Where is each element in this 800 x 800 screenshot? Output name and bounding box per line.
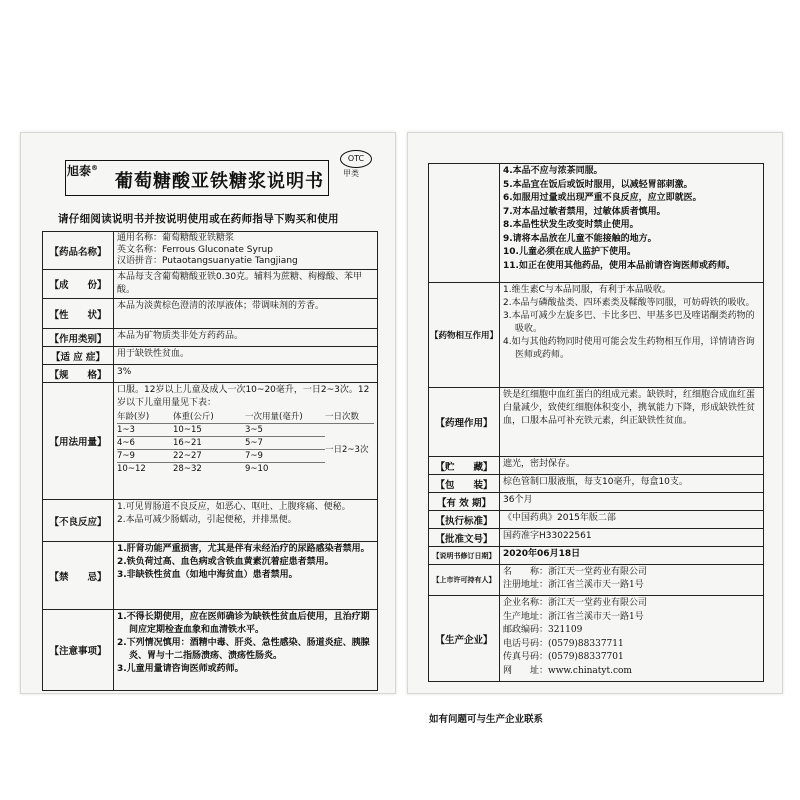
adverse-item: 2.本品可减少肠蠕动，引起便秘，并排黑便。 [117, 515, 297, 525]
contact-note: 如有问题可与生产企业联系 [429, 714, 544, 725]
manufacturer-phone: 电话号码：(0579)88337711 [503, 638, 624, 649]
row-label: 【药品名称】 [43, 232, 114, 269]
row-indication [42, 347, 378, 365]
row-category [42, 329, 378, 347]
row-contraindications [42, 542, 378, 610]
otc-badge: OTC [340, 150, 372, 168]
row-mah [428, 565, 764, 596]
pharmacology-text: 铁是红细胞中血红蛋白的组成元素。缺铁时，红细胞合成血红蛋白量减少，致使红细胞体积变小，携氧能力下降，形成缺铁性贫血，口服本品可补充铁元素，纠正缺铁性贫血。 [503, 390, 756, 426]
manufacturer-name: 企业名称：浙江天一堂药业有限公司 [503, 598, 648, 608]
dosage-cell: 5~7 [245, 437, 325, 450]
appearance-text: 本品为淡黄棕色澄清的浓厚液体；带调味剂的芳香。 [117, 301, 325, 311]
dosage-cell: 9~10 [245, 464, 269, 474]
row-label: 【有 效 期】 [429, 493, 500, 510]
storage-text: 遮光，密封保存。 [503, 459, 576, 469]
manufacturer-address: 生产地址：浙江省兰溪市天一路1号 [503, 611, 644, 622]
dosage-cell: 10~12 [117, 464, 146, 474]
dosage-header: 体重(公斤) [173, 411, 245, 424]
mah-address: 注册地址：浙江省兰溪市天一路1号 [503, 580, 644, 590]
row-label: 【成 份】 [43, 270, 114, 298]
left-info-table [42, 231, 378, 691]
row-interactions [428, 283, 764, 388]
row-label: 【上市许可持有人】 [429, 565, 500, 595]
dosage-cell: 3~5 [245, 424, 325, 437]
row-label: 【批准文号】 [429, 529, 500, 546]
row-label [429, 164, 500, 282]
usage-instruction: 请仔细阅读说明书并按说明使用或在药师指导下购买和使用 [58, 213, 339, 225]
row-standard [428, 511, 764, 529]
otc-class-label: 甲类 [343, 169, 359, 178]
interaction-item: 4.如与其他药物同时使用可能会发生药物相互作用，详情请咨询医师或药师。 [503, 337, 755, 360]
precaution-item: 3.儿童用量请咨询医师或药师。 [117, 664, 244, 674]
category-text: 本品为矿物质类非处方药药品。 [117, 331, 244, 341]
interaction-item: 2.本品与磷酸盐类、四环素类及鞣酸等同服，可妨碍铁的吸收。 [503, 298, 755, 308]
row-approval [428, 529, 764, 547]
dosage-times: 一日2~3次 [325, 444, 369, 455]
precaution-item: 1.不得长期使用，应在医师确诊为缺铁性贫血后使用，且治疗期间应定期检查血象和血清铁水平。 [117, 612, 370, 635]
mah-name: 名 称：浙江天一堂药业有限公司 [503, 567, 648, 577]
row-label: 【药物相互作用】 [429, 283, 500, 387]
composition-text: 本品每支含葡萄糖酸亚铁0.30克。辅料为蔗糖、枸橼酸、苯甲酸。 [117, 272, 363, 295]
standard-text: 《中国药典》2015年版二部 [503, 513, 616, 523]
indication-text: 用于缺铁性贫血。 [117, 349, 190, 359]
precaution-item: 11.如正在使用其他药品，使用本品前请咨询医师或药师。 [503, 260, 735, 271]
contra-item: 2.铁负荷过高、血色病或含铁血黄素沉着症患者禁用。 [117, 557, 334, 567]
precaution-item: 8.本品性状发生改变时禁止使用。 [503, 220, 639, 230]
precaution-item: 4.本品不应与浓茶同服。 [503, 166, 603, 176]
row-label: 【用法用量】 [43, 383, 114, 499]
row-composition [42, 270, 378, 299]
row-label: 【作用类别】 [43, 329, 114, 346]
dosage-header: 年龄(岁) [117, 411, 173, 424]
row-precautions-continued [428, 164, 764, 283]
interaction-item: 3.本品可减少左旋多巴、卡比多巴、甲基多巴及喹诺酮类药物的吸收。 [503, 311, 755, 334]
dosage-cell: 7~9 [117, 450, 173, 463]
row-precautions [42, 610, 378, 691]
row-manufacturer [428, 596, 764, 682]
row-drug-name [42, 232, 378, 270]
dosage-cell: 10~15 [173, 424, 245, 437]
row-label: 【贮 藏】 [429, 457, 500, 474]
contra-item: 3.非缺铁性贫血（如地中海贫血）患者禁用。 [117, 570, 298, 580]
row-label: 【药理作用】 [429, 388, 500, 456]
row-label: 【生产企业】 [429, 596, 500, 681]
package-text: 棕色管制口服液瓶，每支10毫升，每盒10支。 [503, 477, 688, 487]
dosage-header: 一日次数 [325, 411, 374, 424]
row-adverse [42, 500, 378, 542]
dosage-cell: 28~32 [173, 464, 202, 474]
row-label: 【规 格】 [43, 365, 114, 382]
row-label: 【说明书修订日期】 [429, 547, 500, 564]
brand-logo: 旭泰® [67, 164, 99, 178]
precaution-item: 5.本品宜在饭后或饭时服用，以减轻胃部刺激。 [503, 179, 693, 190]
right-info-table [428, 163, 764, 682]
dosage-cell: 7~9 [245, 450, 325, 463]
precaution-item: 9.请将本品放在儿童不能接触的地方。 [503, 233, 657, 244]
generic-name: 通用名称：葡萄糖酸亚铁糖浆 [117, 233, 235, 243]
precaution-item: 7.对本品过敏者禁用，过敏体质者慎用。 [503, 206, 666, 217]
contra-item: 1.肝肾功能严重损害，尤其是伴有未经治疗的尿路感染者禁用。 [117, 544, 370, 554]
dosage-header: 一次用量(毫升) [245, 411, 325, 424]
row-validity [428, 493, 764, 511]
row-label: 【执行标准】 [429, 511, 500, 528]
precaution-item: 6.如服用过量或出现严重不良反应，应立即就医。 [503, 193, 702, 203]
revision-date: 2020年06月18日 [503, 549, 581, 559]
row-label: 【不良反应】 [43, 500, 114, 541]
row-label: 【禁 忌】 [43, 542, 114, 609]
row-dosage [42, 383, 378, 500]
row-revision-date [428, 547, 764, 565]
row-label: 【适 应 症】 [43, 347, 114, 364]
dosage-cell: 22~27 [173, 450, 245, 463]
manufacturer-fax: 传真号码：(0579)88337701 [503, 652, 624, 662]
interaction-item: 1.维生素C与本品同服，有利于本品吸收。 [503, 285, 671, 295]
manufacturer-website: 网 址：www.chinatyt.com [503, 665, 632, 676]
dosage-intro: 口服。12岁以上儿童及成人一次10~20毫升，一日2~3次。12岁以下儿童用量见下表： [117, 385, 370, 408]
row-spec [42, 365, 378, 383]
dosage-cell: 4~6 [117, 437, 173, 450]
spec-text: 3% [117, 367, 132, 377]
row-label: 【注意事项】 [43, 610, 114, 690]
validity-text: 36个月 [503, 495, 533, 505]
row-label: 【包 装】 [429, 475, 500, 492]
approval-number: 国药准字H33022561 [503, 531, 592, 541]
dosage-table [117, 411, 374, 475]
dosage-cell: 16~21 [173, 437, 245, 450]
row-label: 【性 状】 [43, 299, 114, 328]
page-title: 葡萄糖酸亚铁糖浆说明书 [115, 171, 324, 192]
row-pharmacology [428, 388, 764, 457]
pinyin-name: 汉语拼音：Putaotangsuanyatie Tangjiang [117, 256, 298, 266]
precaution-item: 2.下列情况慎用：酒精中毒、肝炎、急性感染、肠道炎症、胰腺炎、胃与十二指肠溃疡、溃疡性肠炎。 [117, 638, 370, 661]
english-name: 英文名称：Ferrous Gluconate Syrup [117, 244, 273, 255]
row-storage [428, 457, 764, 475]
row-package [428, 475, 764, 493]
row-appearance [42, 299, 378, 329]
manufacturer-postcode: 邮政编码：321109 [503, 625, 583, 635]
adverse-item: 1.可见胃肠道不良反应，如恶心、呕吐、上腹疼痛、便秘。 [117, 502, 351, 512]
dosage-cell: 1~3 [117, 424, 173, 437]
precaution-item: 10.儿童必须在成人监护下使用。 [503, 247, 636, 257]
